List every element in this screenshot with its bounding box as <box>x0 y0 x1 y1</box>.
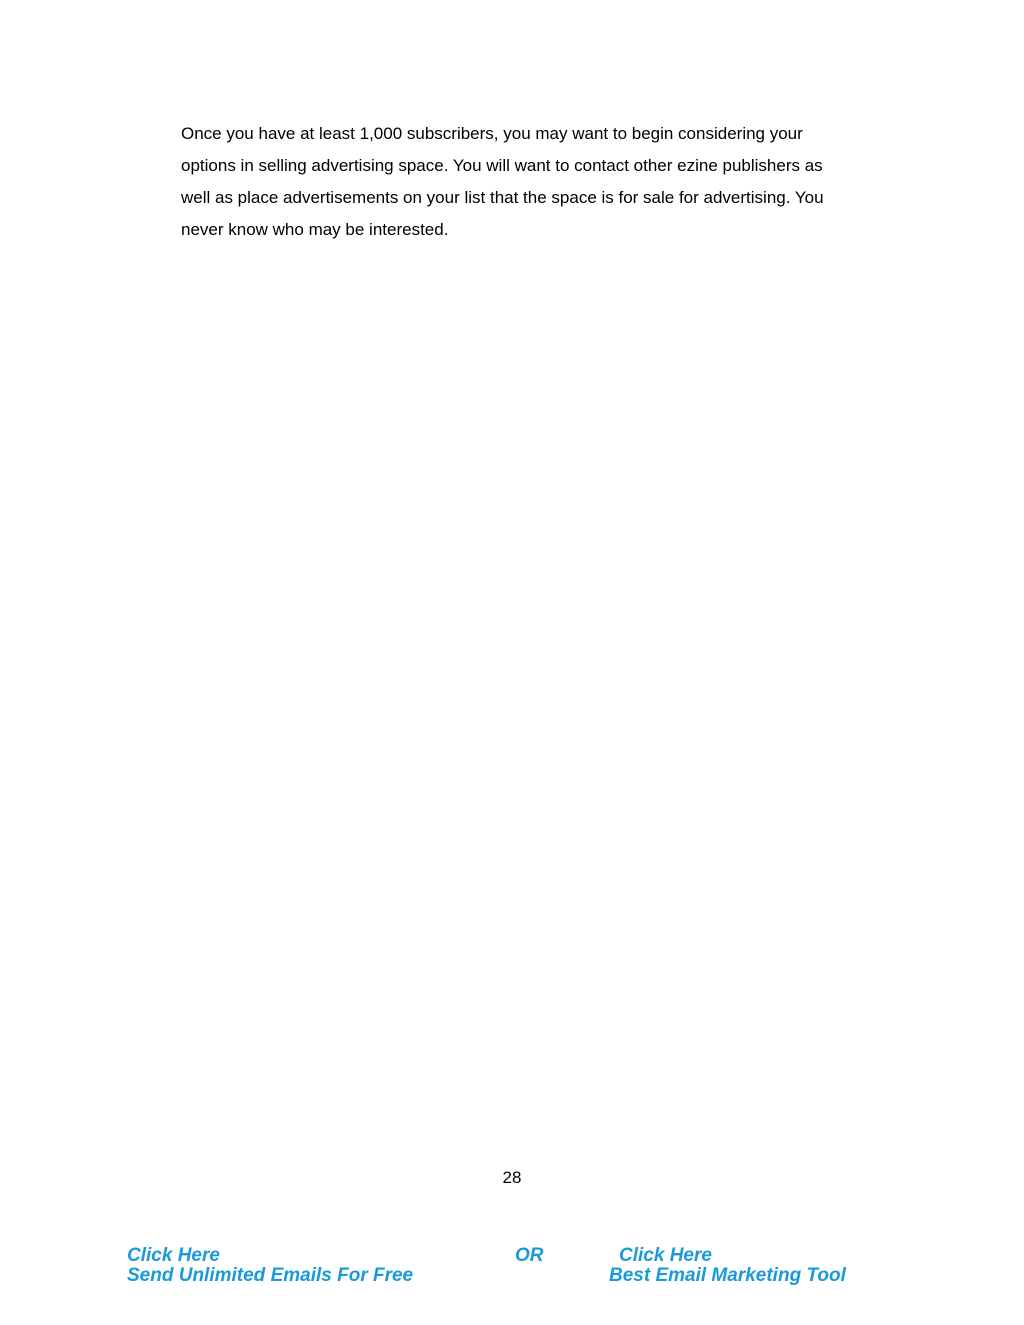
send-unlimited-emails-link[interactable]: Send Unlimited Emails For Free <box>127 1265 414 1286</box>
best-email-marketing-tool-link[interactable]: Best Email Marketing Tool <box>609 1265 846 1286</box>
page-number: 28 <box>502 1168 522 1187</box>
or-separator: OR <box>515 1245 544 1266</box>
click-here-link-right[interactable]: Click Here <box>619 1245 712 1266</box>
click-here-link-left[interactable]: Click Here <box>127 1245 220 1266</box>
body-paragraph: Once you have at least 1,000 subscribers, you may want to begin considering your options in selling advertising space. You will want to contact other ezine publishers as well as place advertisements on your list that the space is for sale for advertising. You never know who may be interested. <box>181 124 824 239</box>
